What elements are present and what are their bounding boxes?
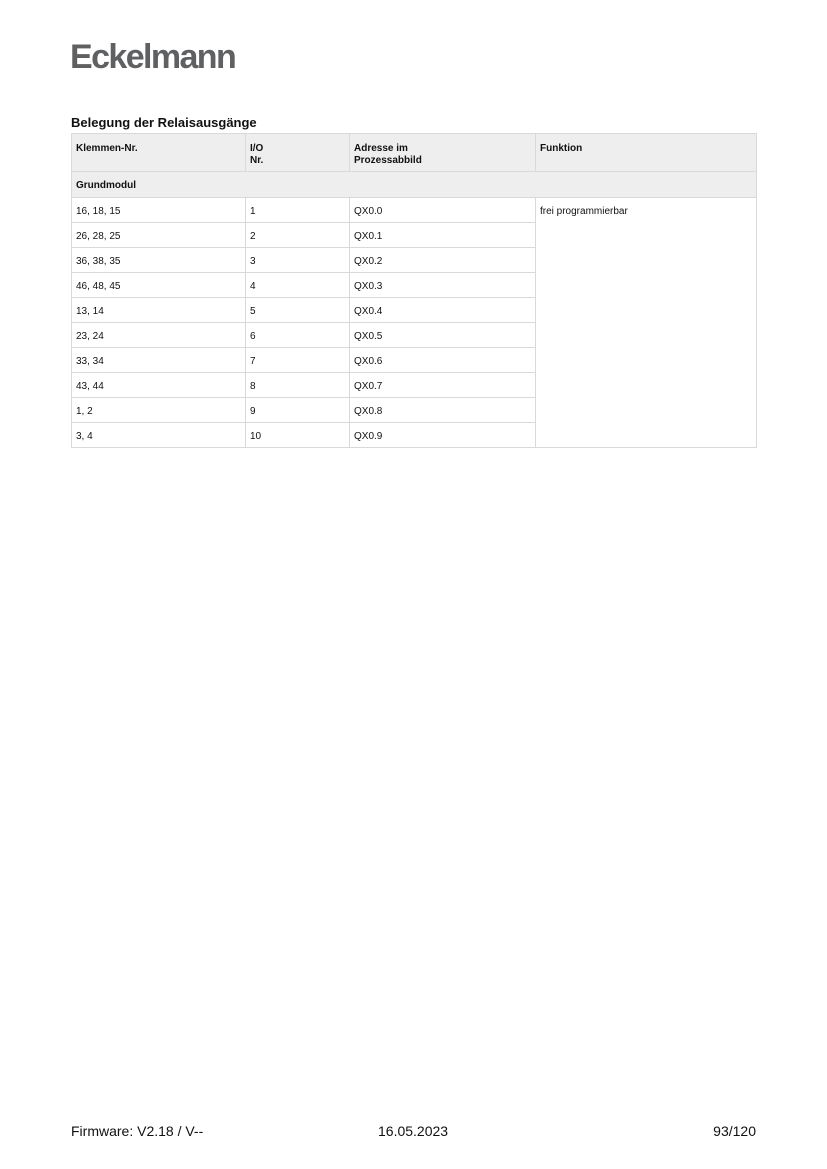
cell-io: 5 [246, 298, 350, 323]
cell-klemmen: 3, 4 [72, 423, 246, 448]
relay-assignment-table [71, 133, 757, 448]
section-title: Belegung der Relaisausgänge [71, 115, 257, 130]
cell-adresse: QX0.4 [350, 298, 536, 323]
cell-io: 2 [246, 223, 350, 248]
header-klemmen: Klemmen-Nr. [72, 134, 246, 172]
cell-io: 1 [246, 198, 350, 223]
cell-klemmen: 43, 44 [72, 373, 246, 398]
cell-adresse: QX0.3 [350, 273, 536, 298]
table-row [72, 198, 757, 223]
cell-adresse: QX0.8 [350, 398, 536, 423]
cell-klemmen: 26, 28, 25 [72, 223, 246, 248]
cell-adresse: QX0.2 [350, 248, 536, 273]
cell-klemmen: 16, 18, 15 [72, 198, 246, 223]
cell-adresse: QX0.7 [350, 373, 536, 398]
cell-adresse: QX0.9 [350, 423, 536, 448]
cell-adresse: QX0.0 [350, 198, 536, 223]
cell-io: 7 [246, 348, 350, 373]
group-row [72, 172, 757, 198]
cell-klemmen: 33, 34 [72, 348, 246, 373]
cell-adresse: QX0.6 [350, 348, 536, 373]
cell-klemmen: 46, 48, 45 [72, 273, 246, 298]
footer-firmware: Firmware: V2.18 / V-- [71, 1123, 204, 1139]
cell-klemmen: 1, 2 [72, 398, 246, 423]
table-header-row [72, 134, 757, 172]
footer-page-number: 93/120 [713, 1123, 756, 1139]
cell-adresse: QX0.5 [350, 323, 536, 348]
cell-io: 9 [246, 398, 350, 423]
cell-funktion: frei programmierbar [536, 198, 757, 448]
group-label: Grundmodul [72, 172, 757, 198]
footer-date: 16.05.2023 [378, 1123, 449, 1139]
cell-klemmen: 13, 14 [72, 298, 246, 323]
company-logo: Eckelmann [70, 38, 236, 76]
header-funktion: Funktion [536, 134, 757, 172]
cell-klemmen: 36, 38, 35 [72, 248, 246, 273]
cell-io: 6 [246, 323, 350, 348]
cell-adresse: QX0.1 [350, 223, 536, 248]
cell-io: 4 [246, 273, 350, 298]
cell-klemmen: 23, 24 [72, 323, 246, 348]
cell-io: 10 [246, 423, 350, 448]
cell-io: 3 [246, 248, 350, 273]
header-io: I/O Nr. [246, 134, 350, 172]
cell-io: 8 [246, 373, 350, 398]
header-adresse: Adresse im Prozessabbild [350, 134, 536, 172]
